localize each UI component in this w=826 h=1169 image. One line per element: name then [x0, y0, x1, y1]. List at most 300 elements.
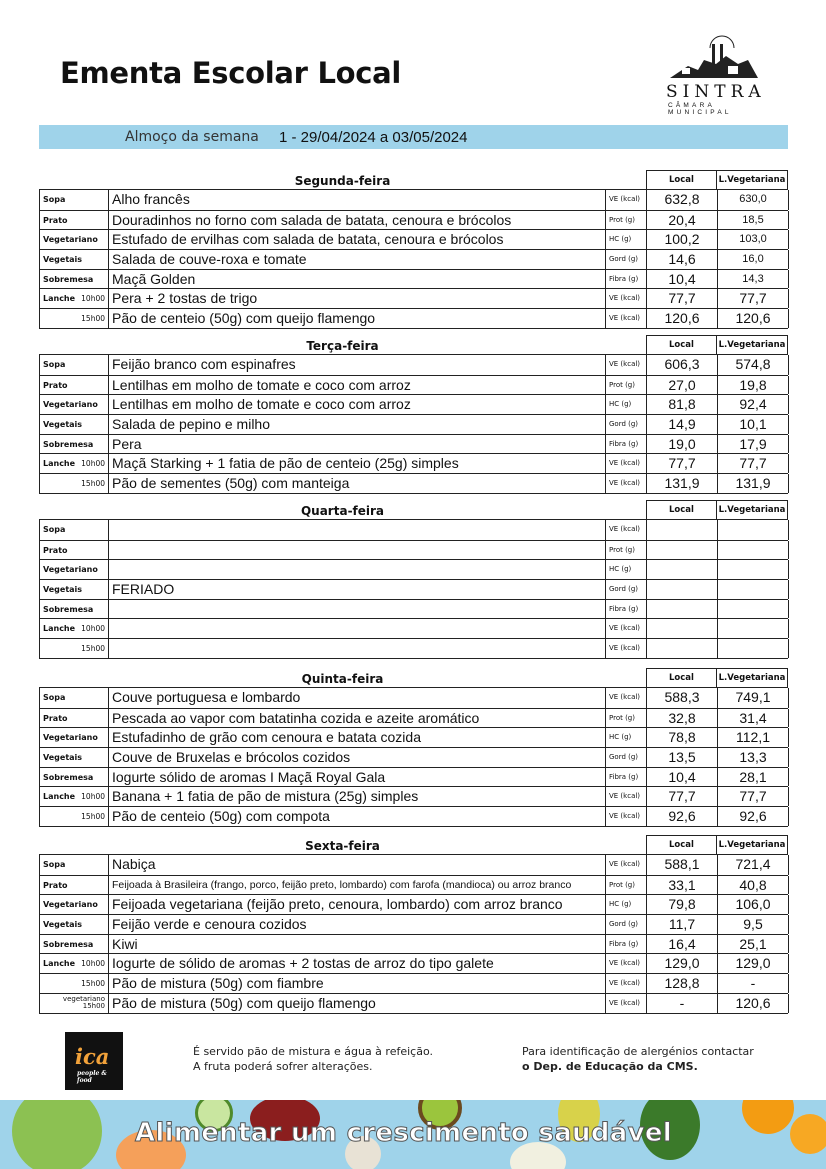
- value-vegetarian: [718, 600, 789, 619]
- col-header-veg: L.Vegetariana: [716, 668, 788, 688]
- nutrient-label: Prot (g): [606, 376, 647, 395]
- sintra-wordmark: SINTRA: [666, 82, 766, 102]
- value-vegetarian: 630,0: [718, 190, 789, 210]
- dish-name: Salada de couve-roxa e tomate: [110, 250, 606, 269]
- category-label: Lanche: [43, 624, 76, 634]
- nutrient-label: VE (kcal): [606, 289, 647, 308]
- dish-name: Pera: [110, 435, 606, 454]
- value-vegetarian: 9,5: [718, 915, 789, 934]
- table-row: [40, 394, 788, 414]
- menu-rows: [39, 855, 788, 1014]
- dish-name: Iogurte sólido de aromas I Maçã Royal Gala: [110, 768, 606, 787]
- dish-name: [110, 541, 606, 560]
- value-local: [647, 541, 718, 560]
- dish-name: [110, 520, 606, 540]
- category-label: Prato: [43, 380, 68, 390]
- snack-time: 15h00: [81, 644, 105, 654]
- value-local: 588,3: [647, 688, 718, 708]
- value-vegetarian: 13,3: [718, 748, 789, 767]
- value-vegetarian: [718, 520, 789, 540]
- dish-name: Pera + 2 tostas de trigo: [110, 289, 606, 308]
- value-local: 81,8: [647, 395, 718, 414]
- nutrient-label: HC (g): [606, 895, 647, 914]
- row-category: [40, 748, 109, 767]
- row-category: [40, 600, 109, 619]
- category-label: Sobremesa: [43, 274, 94, 284]
- table-row: [40, 973, 788, 993]
- table-row: [40, 434, 788, 454]
- dish-name: Alho francês: [110, 190, 606, 210]
- category-label: Vegetais: [43, 920, 83, 930]
- dish-name: Feijão branco com espinafres: [110, 355, 606, 375]
- table-row: [40, 993, 788, 1013]
- category-label: Prato: [43, 215, 68, 225]
- nutrient-label: VE (kcal): [606, 855, 647, 875]
- nutrient-label: Gord (g): [606, 250, 647, 269]
- row-category: [40, 954, 109, 973]
- footer-note-line: É servido pão de mistura e água à refeição.: [193, 1045, 433, 1058]
- value-vegetarian: 77,7: [718, 289, 789, 308]
- table-row: [40, 599, 788, 619]
- value-local: [647, 639, 718, 658]
- row-category: [40, 395, 109, 414]
- dish-name: Nabiça: [110, 855, 606, 875]
- page-title: Ementa Escolar Local: [60, 56, 402, 90]
- value-vegetarian: 120,6: [718, 994, 789, 1013]
- dish-name: FERIADO: [110, 580, 606, 599]
- row-category: [40, 230, 109, 249]
- row-category: [40, 211, 109, 230]
- row-category: [40, 768, 109, 787]
- table-row: [40, 355, 788, 375]
- table-row: [40, 473, 788, 493]
- value-local: 10,4: [647, 270, 718, 289]
- dish-name: Estufado de ervilhas com salada de batata, cenoura e brócolos: [110, 230, 606, 249]
- value-vegetarian: 103,0: [718, 230, 789, 249]
- category-label: Vegetariano: [43, 235, 98, 245]
- table-row: [40, 618, 788, 638]
- table-row: [40, 747, 788, 767]
- col-header-local: Local: [646, 335, 717, 355]
- value-local: 78,8: [647, 728, 718, 747]
- value-local: 100,2: [647, 230, 718, 249]
- value-local: [647, 580, 718, 599]
- dish-name: Estufadinho de grão com cenoura e batata cozida: [110, 728, 606, 747]
- table-row: [40, 727, 788, 747]
- category-label: Sobremesa: [43, 772, 94, 782]
- col-header-veg: L.Vegetariana: [716, 335, 788, 355]
- value-vegetarian: 25,1: [718, 935, 789, 954]
- sintra-palace-icon: [668, 34, 760, 84]
- row-category: [40, 289, 109, 308]
- day-header: [39, 170, 788, 190]
- value-vegetarian: 17,9: [718, 435, 789, 454]
- row-category: [40, 270, 109, 289]
- category-label: Lanche: [43, 459, 76, 469]
- value-vegetarian: 18,5: [718, 211, 789, 230]
- day-header: [39, 835, 788, 855]
- category-label: Vegetariano: [43, 400, 98, 410]
- value-vegetarian: [718, 541, 789, 560]
- value-vegetarian: [718, 580, 789, 599]
- nutrient-label: VE (kcal): [606, 994, 647, 1013]
- nutrient-label: Fibra (g): [606, 935, 647, 954]
- value-vegetarian: 19,8: [718, 376, 789, 395]
- nutrient-label: Gord (g): [606, 748, 647, 767]
- row-category: [40, 709, 109, 728]
- category-label: Sopa: [43, 525, 66, 534]
- col-header-local: Local: [646, 835, 717, 855]
- col-header-veg: L.Vegetariana: [716, 170, 788, 190]
- nutrient-label: VE (kcal): [606, 474, 647, 493]
- category-label: Vegetariano: [43, 900, 98, 910]
- lettuce-icon: [12, 1100, 102, 1169]
- week-label: Almoço da semana: [125, 129, 259, 145]
- row-category: [40, 787, 109, 806]
- nutrient-label: HC (g): [606, 395, 647, 414]
- nutrient-label: Prot (g): [606, 211, 647, 230]
- value-vegetarian: 14,3: [718, 270, 789, 289]
- table-row: [40, 806, 788, 826]
- value-local: 16,4: [647, 935, 718, 954]
- category-label: Prato: [43, 713, 68, 723]
- value-vegetarian: 129,0: [718, 954, 789, 973]
- value-local: [647, 520, 718, 540]
- row-category: [40, 376, 109, 395]
- row-category: [40, 915, 109, 934]
- snack-time: [63, 996, 105, 1010]
- dish-name: Pão de centeio (50g) com compota: [110, 807, 606, 826]
- day-table: [39, 835, 788, 1014]
- day-name: Terça-feira: [306, 339, 379, 353]
- nutrient-label: Fibra (g): [606, 270, 647, 289]
- category-label: Sobremesa: [43, 604, 94, 614]
- dish-name: Couve de Bruxelas e brócolos cozidos: [110, 748, 606, 767]
- value-vegetarian: 574,8: [718, 355, 789, 375]
- dish-name: Feijoada à Brasileira (frango, porco, feijão preto, lombardo) com farofa (mandioca) ou arroz branco: [110, 876, 606, 895]
- value-local: 13,5: [647, 748, 718, 767]
- col-header-local: Local: [646, 170, 717, 190]
- nutrient-label: VE (kcal): [606, 619, 647, 638]
- dish-name: [110, 560, 606, 579]
- table-row: [40, 540, 788, 560]
- dish-name: Lentilhas em molho de tomate e coco com arroz: [110, 376, 606, 395]
- nutrient-label: Fibra (g): [606, 768, 647, 787]
- dish-name: [110, 600, 606, 619]
- row-category: [40, 619, 109, 638]
- category-label: Vegetais: [43, 753, 83, 763]
- orange-icon: [742, 1100, 794, 1134]
- table-row: [40, 953, 788, 973]
- snack-time: 15h00: [81, 314, 105, 324]
- dish-name: Pescada ao vapor com batatinha cozida e azeite aromático: [110, 709, 606, 728]
- nutrient-label: Prot (g): [606, 709, 647, 728]
- slogan: Alimentar um crescimento saudável: [135, 1118, 673, 1148]
- sintra-subtitle: CÂMARA MUNICIPAL: [668, 102, 732, 116]
- nutrient-label: VE (kcal): [606, 787, 647, 806]
- row-category: [40, 974, 109, 993]
- category-label: Vegetais: [43, 585, 83, 595]
- dish-name: [110, 619, 606, 638]
- col-header-veg: L.Vegetariana: [716, 500, 788, 520]
- col-header-local: Local: [646, 500, 717, 520]
- row-category: [40, 520, 109, 540]
- nutrient-label: Prot (g): [606, 876, 647, 895]
- value-local: 27,0: [647, 376, 718, 395]
- row-category: [40, 435, 109, 454]
- table-row: [40, 414, 788, 434]
- value-vegetarian: 92,4: [718, 395, 789, 414]
- nutrient-label: HC (g): [606, 728, 647, 747]
- table-row: [40, 638, 788, 658]
- snack-time: 10h00: [81, 792, 105, 802]
- footer-note-line: o Dep. de Educação da CMS.: [522, 1060, 698, 1073]
- nutrient-label: HC (g): [606, 560, 647, 579]
- snack-time: 15h00: [81, 812, 105, 822]
- category-label: Sobremesa: [43, 939, 94, 949]
- row-category: [40, 190, 109, 210]
- table-row: [40, 786, 788, 806]
- nutrient-label: VE (kcal): [606, 807, 647, 826]
- value-vegetarian: -: [718, 974, 789, 993]
- dish-name: Banana + 1 fatia de pão de mistura (25g) simples: [110, 787, 606, 806]
- value-vegetarian: 106,0: [718, 895, 789, 914]
- category-label: Vegetariano: [43, 733, 98, 743]
- dish-name: Kiwi: [110, 935, 606, 954]
- dish-name: Pão de centeio (50g) com queijo flamengo: [110, 309, 606, 328]
- table-row: [40, 688, 788, 708]
- value-local: 14,6: [647, 250, 718, 269]
- footer-note-line: Para identificação de alergénios contactar: [522, 1045, 754, 1058]
- day-name: Quarta-feira: [300, 504, 385, 518]
- nutrient-label: HC (g): [606, 230, 647, 249]
- nutrient-label: VE (kcal): [606, 639, 647, 658]
- dish-name: Maçã Starking + 1 fatia de pão de centeio (25g) simples: [110, 454, 606, 473]
- day-name: Quinta-feira: [301, 672, 384, 686]
- row-category: [40, 541, 109, 560]
- nutrient-label: VE (kcal): [606, 355, 647, 375]
- dish-name: Douradinhos no forno com salada de batata, cenoura e brócolos: [110, 211, 606, 230]
- row-category: [40, 895, 109, 914]
- table-row: [40, 708, 788, 728]
- table-row: [40, 767, 788, 787]
- dish-name: [110, 639, 606, 658]
- category-label: Prato: [43, 545, 68, 555]
- table-row: [40, 453, 788, 473]
- value-vegetarian: 749,1: [718, 688, 789, 708]
- snack-hour: 15h00: [82, 1001, 105, 1010]
- category-label: Vegetariano: [43, 565, 98, 575]
- category-label: Lanche: [43, 792, 76, 802]
- value-vegetarian: 131,9: [718, 474, 789, 493]
- snack-variant: vegetariano: [62, 994, 105, 1003]
- table-row: [40, 559, 788, 579]
- row-category: [40, 454, 109, 473]
- nutrient-label: Prot (g): [606, 541, 647, 560]
- value-local: 606,3: [647, 355, 718, 375]
- value-local: 128,8: [647, 974, 718, 993]
- category-label: Sopa: [43, 860, 66, 869]
- week-bar: [39, 125, 788, 149]
- dish-name: Salada de pepino e milho: [110, 415, 606, 434]
- table-row: [40, 520, 788, 540]
- value-vegetarian: 10,1: [718, 415, 789, 434]
- value-local: 120,6: [647, 309, 718, 328]
- row-category: [40, 876, 109, 895]
- row-category: [40, 855, 109, 875]
- menu-rows: [39, 688, 788, 827]
- value-local: 92,6: [647, 807, 718, 826]
- value-vegetarian: 31,4: [718, 709, 789, 728]
- row-category: [40, 250, 109, 269]
- value-local: 10,4: [647, 768, 718, 787]
- value-local: 77,7: [647, 787, 718, 806]
- row-category: [40, 309, 109, 328]
- nutrient-label: VE (kcal): [606, 309, 647, 328]
- row-category: [40, 807, 109, 826]
- category-label: Sobremesa: [43, 439, 94, 449]
- nutrient-label: VE (kcal): [606, 454, 647, 473]
- day-header: [39, 668, 788, 688]
- snack-time: 15h00: [81, 979, 105, 989]
- day-name: Segunda-feira: [294, 174, 391, 188]
- orange-slice-icon: [790, 1114, 826, 1154]
- value-local: 14,9: [647, 415, 718, 434]
- value-vegetarian: 77,7: [718, 454, 789, 473]
- value-local: [647, 619, 718, 638]
- category-label: Prato: [43, 880, 68, 890]
- row-category: [40, 355, 109, 375]
- value-local: 33,1: [647, 876, 718, 895]
- footer-banner: [0, 1100, 826, 1169]
- nutrient-label: Fibra (g): [606, 435, 647, 454]
- value-vegetarian: 77,7: [718, 787, 789, 806]
- table-row: [40, 375, 788, 395]
- value-vegetarian: 28,1: [718, 768, 789, 787]
- day-table: [39, 668, 788, 827]
- value-vegetarian: [718, 560, 789, 579]
- value-vegetarian: 120,6: [718, 309, 789, 328]
- table-row: [40, 875, 788, 895]
- table-row: [40, 914, 788, 934]
- day-table: [39, 170, 788, 329]
- row-category: [40, 560, 109, 579]
- category-label: Sopa: [43, 693, 66, 702]
- dish-name: Feijão verde e cenoura cozidos: [110, 915, 606, 934]
- nutrient-label: VE (kcal): [606, 974, 647, 993]
- row-category: [40, 639, 109, 658]
- footer-note-line: A fruta poderá sofrer alterações.: [193, 1060, 373, 1073]
- snack-time: 10h00: [81, 959, 105, 969]
- value-local: 77,7: [647, 289, 718, 308]
- value-local: 131,9: [647, 474, 718, 493]
- value-local: 20,4: [647, 211, 718, 230]
- nutrient-label: VE (kcal): [606, 954, 647, 973]
- table-row: [40, 855, 788, 875]
- category-label: Sopa: [43, 360, 66, 369]
- week-range: 1 - 29/04/2024 a 03/05/2024: [279, 129, 468, 146]
- value-local: 19,0: [647, 435, 718, 454]
- value-local: [647, 560, 718, 579]
- table-row: [40, 190, 788, 210]
- menu-rows: [39, 190, 788, 329]
- table-row: [40, 579, 788, 599]
- row-category: [40, 580, 109, 599]
- menu-rows: [39, 520, 788, 659]
- dish-name: Feijoada vegetariana (feijão preto, cenoura, lombardo) com arroz branco: [110, 895, 606, 914]
- snack-time: 15h00: [81, 479, 105, 489]
- dish-name: Pão de mistura (50g) com queijo flamengo: [110, 994, 606, 1013]
- row-category: [40, 728, 109, 747]
- row-category: [40, 474, 109, 493]
- nutrient-label: Gord (g): [606, 915, 647, 934]
- day-name: Sexta-feira: [305, 839, 380, 853]
- table-row: [40, 269, 788, 289]
- category-label: Vegetais: [43, 420, 83, 430]
- dish-name: Couve portuguesa e lombardo: [110, 688, 606, 708]
- value-vegetarian: [718, 619, 789, 638]
- snack-time: 10h00: [81, 294, 105, 304]
- row-category: [40, 994, 109, 1013]
- value-local: -: [647, 994, 718, 1013]
- footer-note-right: [522, 1044, 754, 1074]
- table-row: [40, 288, 788, 308]
- sintra-logo: [664, 34, 764, 114]
- value-vegetarian: 721,4: [718, 855, 789, 875]
- snack-time: 10h00: [81, 459, 105, 469]
- nutrient-label: VE (kcal): [606, 190, 647, 210]
- category-label: Lanche: [43, 959, 76, 969]
- value-local: [647, 600, 718, 619]
- dish-name: Iogurte de sólido de aromas + 2 tostas de arroz do tipo galete: [110, 954, 606, 973]
- ica-wordmark: ica: [75, 1044, 110, 1069]
- value-vegetarian: [718, 639, 789, 658]
- col-header-veg: L.Vegetariana: [716, 835, 788, 855]
- nutrient-label: Fibra (g): [606, 600, 647, 619]
- category-label: Sopa: [43, 195, 66, 204]
- row-category: [40, 415, 109, 434]
- value-local: 32,8: [647, 709, 718, 728]
- ica-tagline: people & food: [77, 1070, 107, 1084]
- snack-time: 10h00: [81, 624, 105, 634]
- col-header-local: Local: [646, 668, 717, 688]
- value-local: 77,7: [647, 454, 718, 473]
- day-header: [39, 500, 788, 520]
- footer-note-left: [193, 1044, 433, 1074]
- value-vegetarian: 40,8: [718, 876, 789, 895]
- category-label: Lanche: [43, 294, 76, 304]
- day-table: [39, 335, 788, 494]
- table-row: [40, 894, 788, 914]
- nutrient-label: VE (kcal): [606, 520, 647, 540]
- table-row: [40, 308, 788, 328]
- value-vegetarian: 92,6: [718, 807, 789, 826]
- table-row: [40, 210, 788, 230]
- value-vegetarian: 112,1: [718, 728, 789, 747]
- value-local: 588,1: [647, 855, 718, 875]
- day-table: [39, 500, 788, 659]
- table-row: [40, 249, 788, 269]
- value-local: 129,0: [647, 954, 718, 973]
- value-local: 79,8: [647, 895, 718, 914]
- value-vegetarian: 16,0: [718, 250, 789, 269]
- dish-name: Maçã Golden: [110, 270, 606, 289]
- menu-rows: [39, 355, 788, 494]
- nutrient-label: VE (kcal): [606, 688, 647, 708]
- table-row: [40, 934, 788, 954]
- dish-name: Pão de sementes (50g) com manteiga: [110, 474, 606, 493]
- dish-name: Pão de mistura (50g) com fiambre: [110, 974, 606, 993]
